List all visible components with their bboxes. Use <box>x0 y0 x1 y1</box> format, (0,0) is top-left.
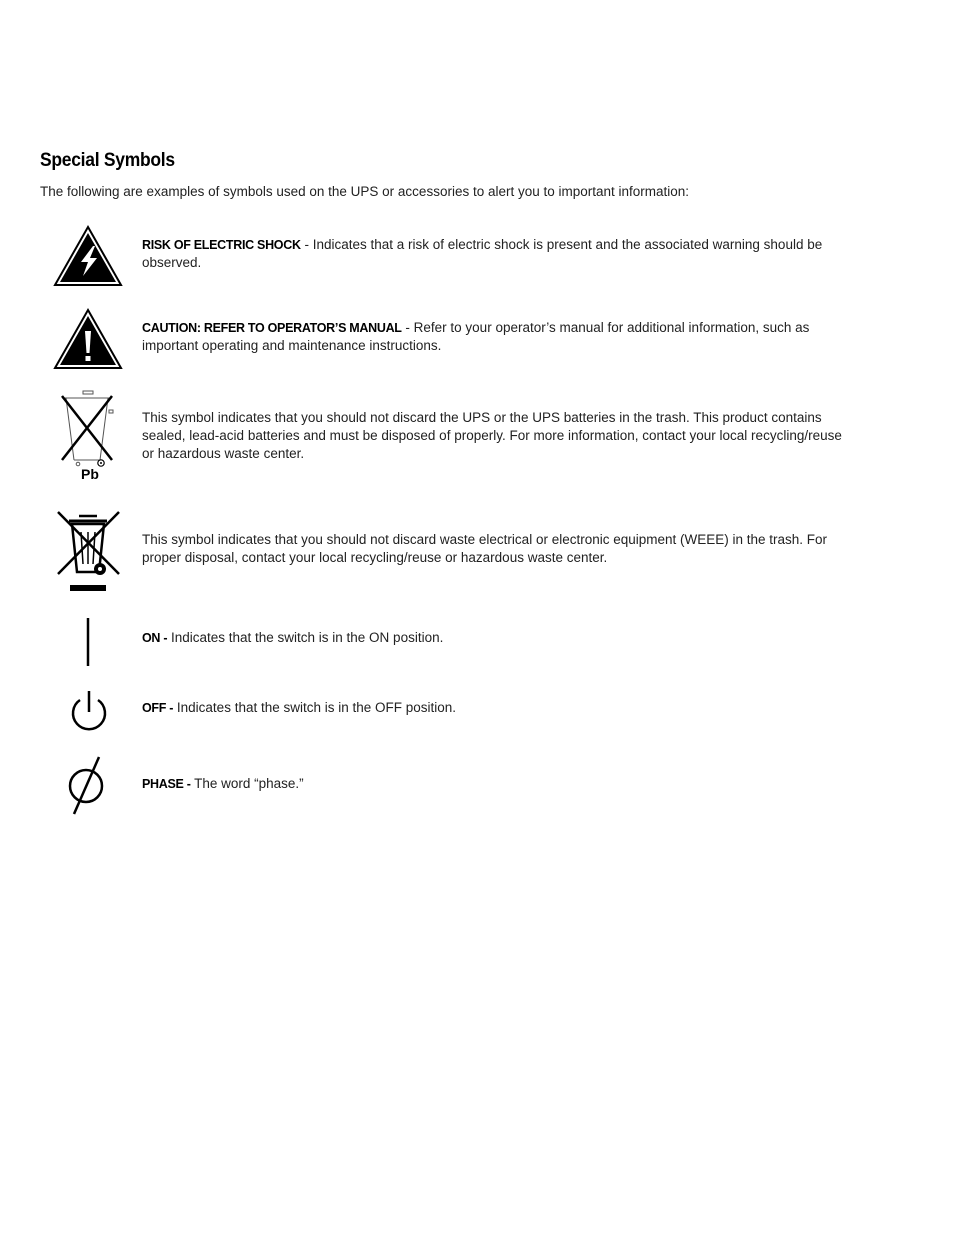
phase-symbol-icon <box>64 755 108 817</box>
symbol-description: RISK OF ELECTRIC SHOCK - Indicates that a risk of electric shock is present and the associated warning should be observed. <box>142 237 823 270</box>
symbol-row-caution <box>0 305 954 371</box>
symbol-row-battery-disposal <box>0 388 954 488</box>
symbol-row-electric-shock <box>0 222 954 288</box>
symbol-row-phase <box>0 755 954 817</box>
symbol-label: CAUTION: REFER TO OPERATOR’S MANUAL <box>142 321 402 335</box>
pb-label: Pb <box>81 466 99 482</box>
symbol-row-off <box>0 688 954 736</box>
symbol-description: OFF - Indicates that the switch is in the OFF position. <box>142 700 457 715</box>
symbol-description: This symbol indicates that you should not discard the UPS or the UPS batteries in the trash. This product contains sealed, lead-acid batteries and must be disposed of properly. For more information, contact your local recycling/reuse or hazardous waste center. <box>142 410 842 461</box>
electric-shock-warning-icon <box>52 224 124 288</box>
page-title: Special Symbols <box>40 150 175 171</box>
symbol-label: RISK OF ELECTRIC SHOCK <box>142 238 301 252</box>
off-power-icon <box>68 688 110 734</box>
intro-paragraph: The following are examples of symbols used on the UPS or accessories to alert you to important information: <box>40 184 690 199</box>
weee-crossed-bin-icon <box>53 508 125 594</box>
symbol-label: OFF - <box>142 701 174 715</box>
symbol-description: CAUTION: REFER TO OPERATOR’S MANUAL - Refer to your operator’s manual for additional information, such as important operating and maintenance instructions. <box>142 320 810 353</box>
symbol-description: PHASE - The word “phase.” <box>142 776 304 791</box>
caution-exclamation-icon <box>52 307 124 371</box>
symbol-description: This symbol indicates that you should not discard waste electrical or electronic equipment (WEEE) in the trash. For proper disposal, contact your local recycling/reuse or hazardous waste center. <box>142 532 828 565</box>
no-trash-battery-pb-icon <box>54 388 124 486</box>
symbol-description: ON - Indicates that the switch is in the ON position. <box>142 630 444 645</box>
symbol-row-on <box>0 616 954 668</box>
symbol-label: ON - <box>142 631 168 645</box>
symbol-label: PHASE - <box>142 777 191 791</box>
on-switch-line-icon <box>78 616 98 668</box>
symbol-row-weee <box>0 508 954 596</box>
